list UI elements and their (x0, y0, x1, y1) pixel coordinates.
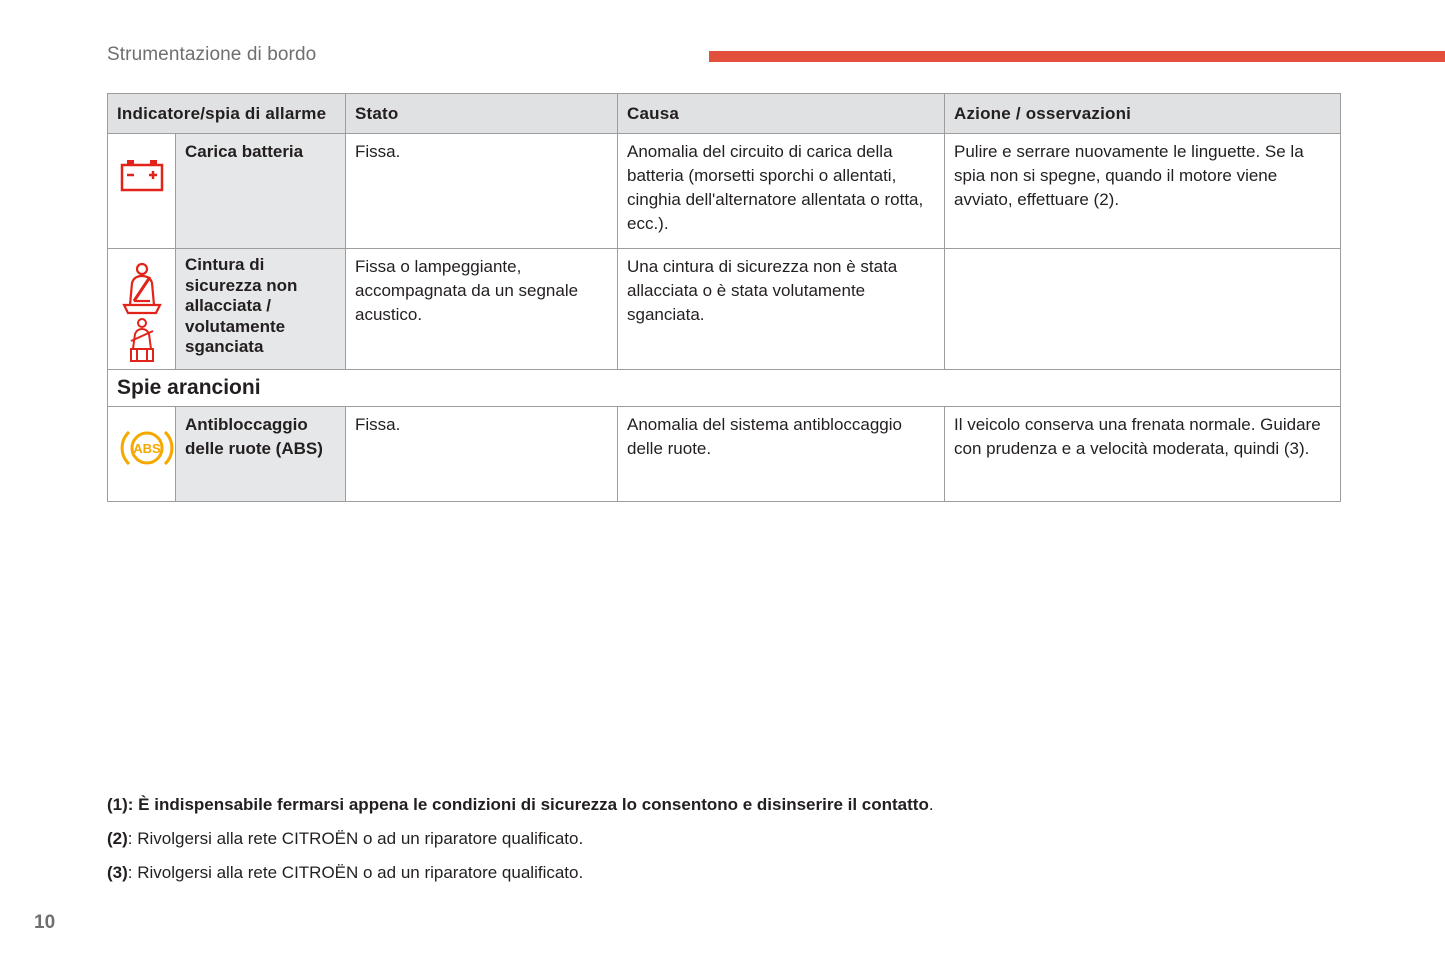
indicator-name: Cintura di sicurezza non allacciata / volutamente sganciata (176, 249, 346, 370)
seatbelt-icon (120, 261, 164, 315)
footnote-suffix: . (928, 795, 934, 814)
section-orange-title: Spie arancioni (108, 370, 1341, 407)
header-indicator: Indicatore/spia di allarme (108, 94, 346, 134)
footnote (107, 862, 934, 884)
abs-icon-text: ABS (133, 441, 161, 456)
footnotes (107, 794, 934, 896)
action-cell: Il veicolo conserva una frenata normale. Guidare con prudenza e a velocità moderata, quindi (3). (945, 407, 1341, 502)
header-action: Azione / osservazioni (945, 94, 1341, 134)
battery-icon (119, 157, 165, 193)
header-state: Stato (346, 94, 618, 134)
action-cell (945, 249, 1341, 370)
table-row (108, 407, 1341, 502)
icon-cell (108, 407, 176, 502)
cause-cell: Una cintura di sicurezza non è stata allacciata o è stata volutamente sganciata. (618, 249, 945, 370)
page-number: 10 (34, 912, 56, 933)
warning-lights-table (107, 93, 1341, 502)
footnote-ref: (1) (107, 795, 128, 814)
table-row (108, 134, 1341, 249)
footnote (107, 794, 934, 816)
icon-cell (108, 249, 176, 370)
section-title: Strumentazione di bordo (107, 44, 317, 65)
footnote (107, 828, 934, 850)
footnote-ref: (3) (107, 863, 128, 882)
action-cell: Pulire e serrare nuovamente le linguette. Se la spia non si spegne, quando il motore viene avviato, effettuare (2). (945, 134, 1341, 249)
indicator-name: Antibloccaggio delle ruote (ABS) (176, 407, 346, 502)
state-cell: Fissa. (346, 134, 618, 249)
abs-icon (117, 424, 177, 472)
table-header-row (108, 94, 1341, 134)
seatbelt-unfastened-icon (127, 317, 157, 363)
footnote-text: : Rivolgersi alla rete CITROËN o ad un riparatore qualificato. (127, 863, 584, 882)
footnote-text: : È indispensabile fermarsi appena le condizioni di sicurezza lo consentono e disinserire il contatto (127, 795, 929, 814)
state-cell: Fissa o lampeggiante, accompagnata da un segnale acustico. (346, 249, 618, 370)
icon-cell (108, 134, 176, 249)
cause-cell: Anomalia del circuito di carica della batteria (morsetti sporchi o allentati, cinghia dell'alternatore allentata o rotta, ecc.). (618, 134, 945, 249)
footnote-text: : Rivolgersi alla rete CITROËN o ad un riparatore qualificato. (127, 829, 584, 848)
header-accent-bar (709, 51, 1445, 62)
table-row (108, 249, 1341, 370)
section-row (108, 370, 1341, 407)
cause-cell: Anomalia del sistema antibloccaggio delle ruote. (618, 407, 945, 502)
footnote-ref: (2) (107, 829, 128, 848)
header-cause: Causa (618, 94, 945, 134)
state-cell: Fissa. (346, 407, 618, 502)
indicator-name: Carica batteria (176, 134, 346, 249)
